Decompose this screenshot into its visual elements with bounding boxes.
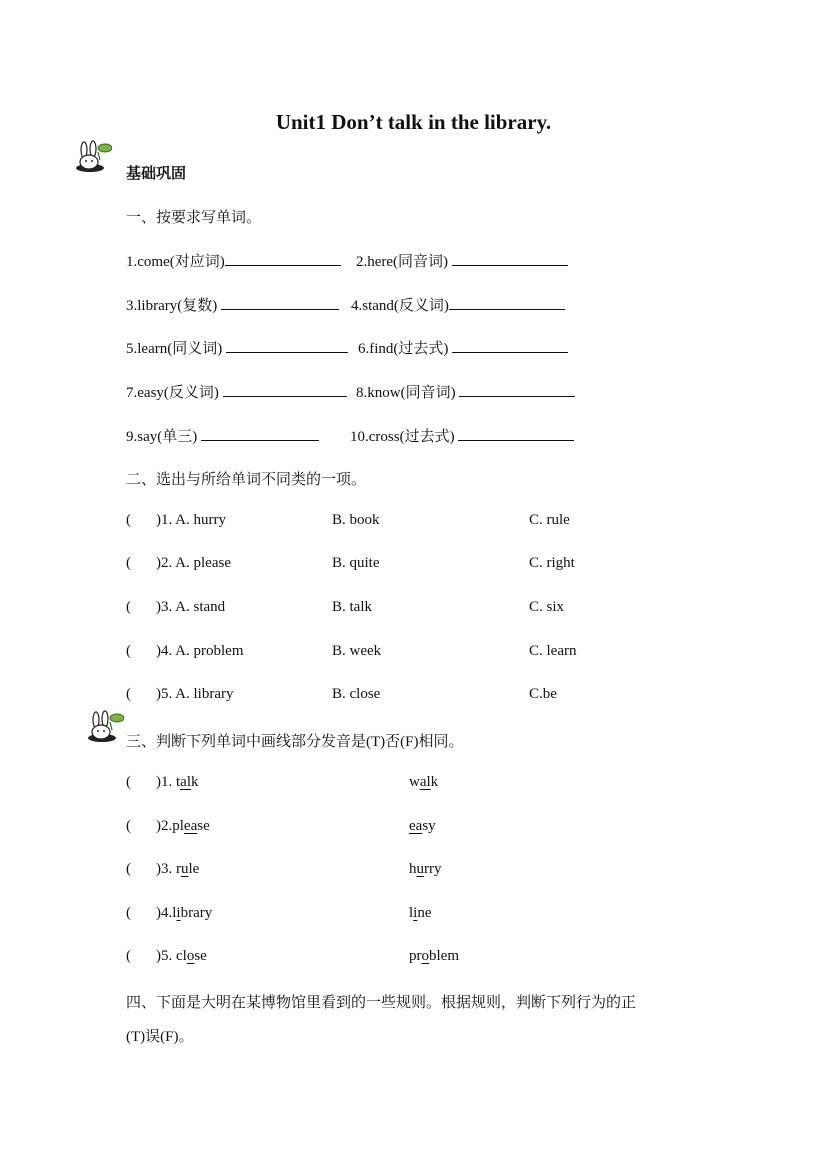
item-2: 2.here(同音词) — [356, 254, 449, 270]
part1-row-3 — [126, 337, 348, 358]
item-4: 4.stand(反义词) — [351, 298, 449, 314]
underlined-part: u — [181, 861, 189, 877]
tf-compare-word — [409, 905, 432, 922]
part1-row-5 — [126, 425, 319, 446]
underlined-part: ea — [409, 818, 423, 834]
underlined-part: i — [413, 905, 418, 921]
choice-c: C.be — [529, 686, 557, 702]
answer-blank[interactable] — [221, 295, 339, 310]
choice-a: )4. A. problem — [156, 643, 244, 659]
choice-c: C. rule — [529, 512, 570, 528]
choice-b: B. quite — [332, 555, 380, 571]
answer-paren[interactable]: ( — [126, 774, 131, 790]
part3-heading: 三、判断下列单词中画线部分发音是(T)否(F)相同。 — [126, 734, 464, 750]
word-part: t — [176, 774, 181, 790]
word-part: brary — [180, 905, 213, 921]
part1-row-4b — [356, 381, 575, 402]
part1-heading: 一、按要求写单词。 — [126, 210, 262, 226]
part1-row-1 — [126, 250, 341, 271]
word-part: l — [172, 905, 177, 921]
choice-row — [126, 643, 244, 660]
choice-row — [126, 555, 231, 572]
tf-compare-word — [409, 948, 459, 965]
choice-c: C. six — [529, 599, 565, 615]
part2-heading: 二、选出与所给单词不同类的一项。 — [126, 472, 367, 488]
answer-blank[interactable] — [225, 251, 341, 266]
part1-row-1b — [356, 250, 568, 271]
word-part: pl — [172, 818, 184, 834]
choice-row — [126, 686, 233, 703]
part1-row-2 — [126, 294, 339, 315]
word-part: sy — [422, 818, 436, 834]
choice-b: B. book — [332, 512, 380, 528]
part1-row-4 — [126, 381, 347, 402]
underlined-part: i — [176, 905, 181, 921]
part1-row-5b — [350, 425, 574, 446]
item-8: 8.know(同音词) — [356, 385, 456, 401]
item-9: 9.say(单三) — [126, 429, 198, 445]
word-part: k — [430, 774, 439, 790]
page-title: Unit1 Don’t talk in the library. — [275, 110, 552, 134]
word-part: k — [191, 774, 199, 790]
rabbit-icon — [72, 140, 112, 174]
item-10: 10.cross(过去式) — [350, 429, 455, 445]
answer-paren[interactable]: ( — [126, 599, 131, 615]
underlined-part: u — [416, 861, 424, 877]
choice-a: )3. A. stand — [156, 599, 226, 615]
word-part: le — [188, 861, 200, 877]
word-part: l — [409, 905, 414, 921]
tf-row — [126, 818, 210, 835]
answer-paren[interactable]: ( — [126, 512, 131, 528]
tf-compare-word — [409, 818, 436, 835]
answer-paren[interactable]: ( — [126, 948, 131, 964]
tf-num: )4. — [156, 905, 173, 921]
tf-compare-word — [409, 861, 442, 878]
word-part: se — [194, 948, 207, 964]
word-part: w — [409, 774, 420, 790]
tf-num: )5. — [156, 948, 176, 964]
underlined-part: al — [180, 774, 191, 790]
answer-blank[interactable] — [223, 382, 347, 397]
tf-compare-word — [409, 774, 438, 791]
tf-row — [126, 905, 212, 922]
answer-blank[interactable] — [449, 295, 565, 310]
choice-a: )1. A. hurry — [156, 512, 226, 528]
answer-blank[interactable] — [226, 338, 348, 353]
item-6: 6.find(过去式) — [358, 341, 449, 357]
answer-paren[interactable]: ( — [126, 905, 131, 921]
section-basic-heading: 基础巩固 — [126, 166, 187, 182]
choice-a: )2. A. please — [156, 555, 231, 571]
item-1: 1.come(对应词) — [126, 254, 225, 270]
word-part: r — [176, 861, 181, 877]
underlined-part: al — [419, 774, 431, 790]
part4-heading-line2: (T)误(F)。 — [126, 1029, 194, 1045]
word-part: pr — [409, 948, 422, 964]
choice-row — [126, 512, 226, 529]
word-part: rry — [424, 861, 442, 877]
part1-row-2b — [351, 294, 565, 315]
answer-blank[interactable] — [452, 338, 568, 353]
word-part: blem — [429, 948, 459, 964]
word-part: se — [197, 818, 210, 834]
choice-row — [126, 599, 225, 616]
answer-paren[interactable]: ( — [126, 643, 131, 659]
choice-c: C. right — [529, 555, 575, 571]
choice-b: B. week — [332, 643, 382, 659]
choice-c: C. learn — [529, 643, 577, 659]
rabbit-icon — [84, 710, 124, 744]
tf-num: )1. — [156, 774, 176, 790]
answer-paren[interactable]: ( — [126, 555, 131, 571]
word-part: cl — [176, 948, 187, 964]
answer-paren[interactable]: ( — [126, 686, 131, 702]
item-3: 3.library(复数) — [126, 298, 218, 314]
item-5: 5.learn(同义词) — [126, 341, 223, 357]
answer-paren[interactable]: ( — [126, 861, 131, 877]
underlined-part: o — [421, 948, 429, 964]
underlined-part: ea — [183, 818, 198, 834]
answer-blank[interactable] — [459, 382, 575, 397]
tf-num: )3. — [156, 861, 176, 877]
tf-num: )2. — [156, 818, 173, 834]
item-7: 7.easy(反义词) — [126, 385, 219, 401]
part4-heading-line1: 四、下面是大明在某博物馆里看到的一些规则。根据规则，判断下列行为的正 — [126, 995, 637, 1011]
choice-b: B. close — [332, 686, 381, 702]
answer-blank[interactable] — [458, 426, 574, 441]
answer-blank[interactable] — [201, 426, 319, 441]
answer-paren[interactable]: ( — [126, 818, 131, 834]
underlined-part: o — [186, 948, 195, 964]
word-part: ne — [417, 905, 432, 921]
tf-row — [126, 861, 199, 878]
choice-b: B. talk — [332, 599, 372, 615]
answer-blank[interactable] — [452, 251, 568, 266]
choice-a: )5. A. library — [156, 686, 234, 702]
tf-row — [126, 948, 207, 965]
tf-row — [126, 774, 199, 791]
word-part: h — [409, 861, 417, 877]
part1-row-3b — [358, 337, 568, 358]
